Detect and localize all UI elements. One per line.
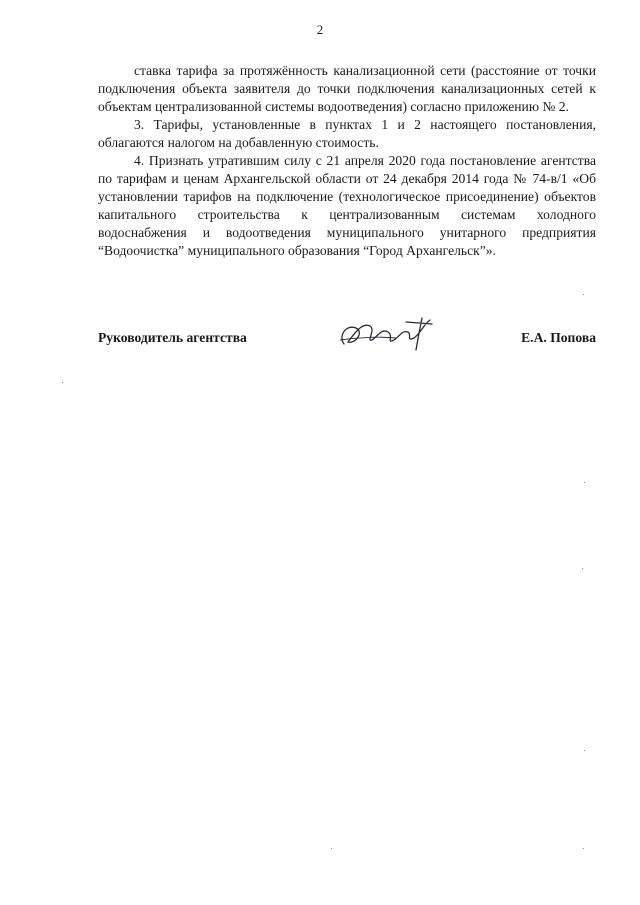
scan-speck: [331, 848, 332, 849]
document-body: [98, 62, 596, 260]
scan-speck: [584, 482, 585, 483]
handwritten-signature: [336, 314, 436, 354]
paragraph-tariff-rate: ставка тарифа за протяжённость канализационной сети (расстояние от точки подключения объекта заявителя до точки подключения канализационных сетей к объектам централизованной системы водоотведения) согласно приложению № 2.: [98, 63, 596, 114]
scan-speck: [584, 750, 585, 751]
scan-speck: [583, 848, 584, 849]
page-number: 2: [316, 22, 324, 37]
scan-speck: [582, 568, 583, 569]
paragraph-4-repeal: 4. Признать утратившим силу с 21 апреля 2020 года постановление агентства по тарифам и ценам Архангельской области от 24 декабря 2014 года № 74-в/1 «Об установлении тарифов на подключение (технологическое присоединение) объектов капитального строительства к централизованным системам холодного водоснабжения и водоотведения муниципального унитарного предприятия “Водоочистка” муниципального образования “Город Архангельск”».: [98, 153, 596, 258]
paragraph-3-vat: 3. Тарифы, установленные в пунктах 1 и 2 настоящего постановления, облагаются налогом на добавленную стоимость.: [98, 117, 596, 150]
signature-block: [98, 330, 596, 350]
signatory-title: Руководитель агентства: [98, 330, 247, 345]
scan-speck: [62, 382, 63, 383]
scan-speck: [583, 294, 584, 295]
signatory-name: Е.А. Попова: [521, 330, 596, 345]
